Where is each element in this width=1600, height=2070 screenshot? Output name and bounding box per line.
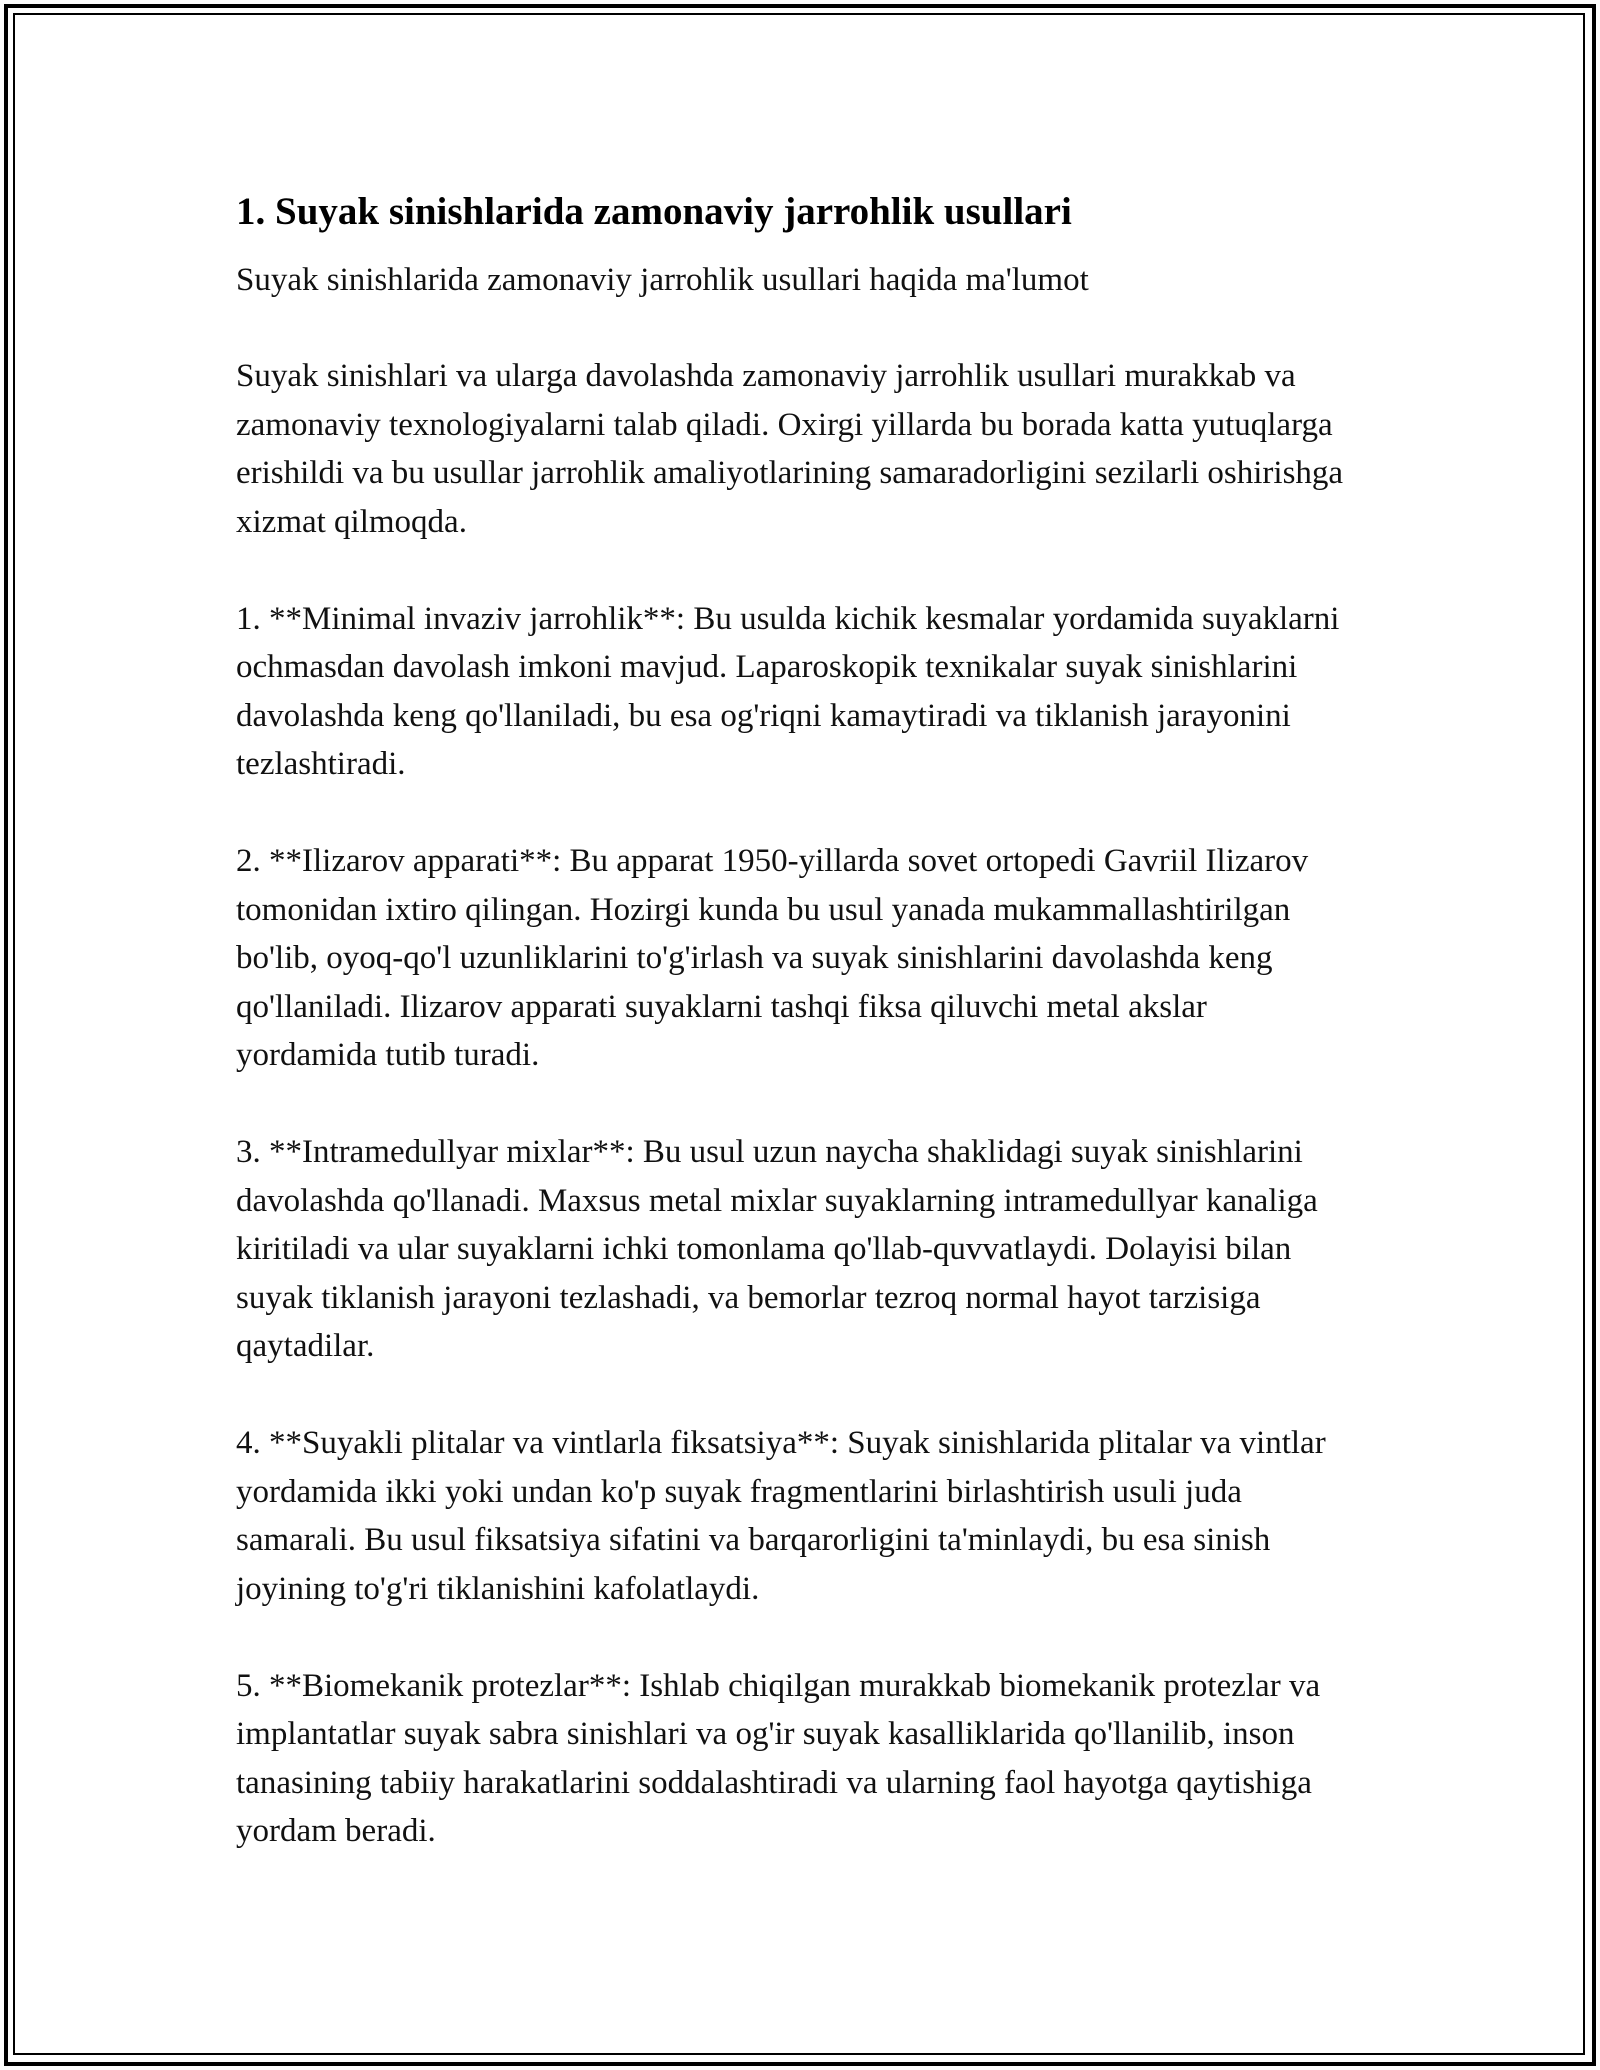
document-body: [236, 188, 1356, 1856]
document-title: 1. Suyak sinishlarida zamonaviy jarrohlik usullari: [236, 190, 1072, 233]
intro-paragraph: Suyak sinishlari va ularga davolashda zamonaviy jarrohlik usullari murakkab va zamonaviy texnologiyalarni talab qiladi. Oxirgi yillarda bu borada katta yutuqlarga erishildi va bu usullar jarrohlik amaliyotlarining samaradorligini sezilarli oshirishga xizmat qilmoqda.: [236, 358, 1344, 540]
document-subtitle: Suyak sinishlarida zamonaviy jarrohlik usullari haqida ma'lumot: [236, 262, 1089, 298]
list-item-intramedullary: 3. **Intramedullyar mixlar**: Bu usul uzun naycha shaklidagi suyak sinishlarini davolashda qo'llanadi. Maxsus metal mixlar suyaklarning intramedullyar kanaliga kiritiladi va ular suyaklarni ichki tomonlama qo'llab-quvvatlaydi. Dolayisi bilan suyak tiklanish jarayoni tezlashadi, va bemorlar tezroq normal hayot tarzisiga qaytadilar.: [236, 1134, 1318, 1364]
list-item-biomechanical: 5. **Biomekanik protezlar**: Ishlab chiqilgan murakkab biomekanik protezlar va implantatlar suyak sabra sinishlari va og'ir suyak kasalliklarida qo'llanilib, inson tanasining tabiiy harakatlarini soddalashtiradi va ularning faol hayotga qaytishiga yordam beradi.: [236, 1667, 1321, 1849]
list-item-ilizarov: 2. **Ilizarov apparati**: Bu apparat 1950-yillarda sovet ortopedi Gavriil Ilizarov tomonidan ixtiro qilingan. Hozirgi kunda bu usul yanada mukammallashtirilgan bo'lib, oyoq-qo'l uzunliklarini to'g'irlash va suyak sinishlarini davolashda keng qo'llaniladi. Ilizarov apparati suyaklarni tashqi fiksa qiluvchi metal akslar yordamida tutib turadi.: [236, 843, 1309, 1073]
list-item-minimal-invasive: 1. **Minimal invaziv jarrohlik**: Bu usulda kichik kesmalar yordamida suyaklarni ochmasdan davolash imkoni mavjud. Laparoskopik texnikalar suyak sinishlarini davolashda keng qo'llaniladi, bu esa og'riqni kamaytiradi va tiklanish jarayonini tezlashtiradi.: [236, 600, 1340, 782]
list-item-plates-screws: 4. **Suyakli plitalar va vintlarla fiksatsiya**: Suyak sinishlarida plitalar va vintlar yordamida ikki yoki undan ko'p suyak fragmentlarini birlashtirish usuli juda samarali. Bu usul fiksatsiya sifatini va barqarorligini ta'minlaydi, bu esa sinish joyining to'g'ri tiklanishini kafolatlaydi.: [236, 1425, 1326, 1607]
